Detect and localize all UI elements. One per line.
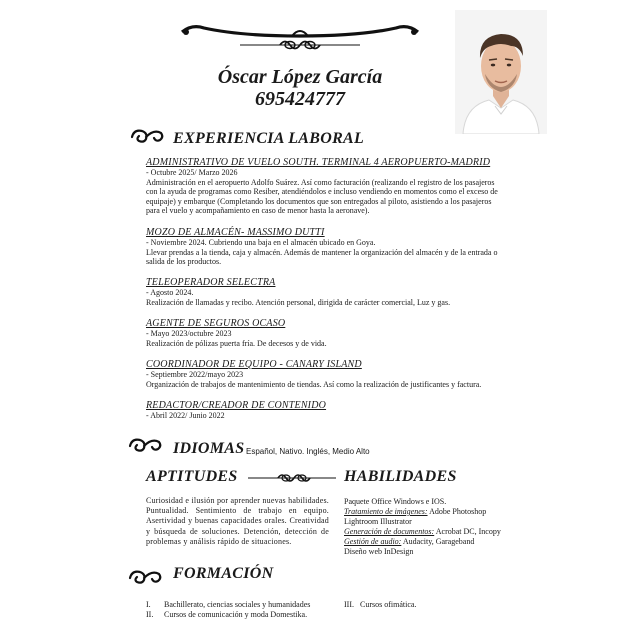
job-dates: - Septiembre 2022/mayo 2023 <box>146 370 244 379</box>
phone-number: 695424777 <box>255 88 345 110</box>
education-number: III. <box>344 600 354 609</box>
skills-line: Diseño web InDesign <box>344 547 414 556</box>
job-dates: - Mayo 2023/octubre 2023 <box>146 329 232 338</box>
experience-section-title: EXPERIENCIA LABORAL <box>173 130 365 147</box>
header-ornament <box>180 14 420 58</box>
job-description: Realización de llamadas y recibo. Atención personal, dirigida de carácter comercial, Luz y gas. <box>146 297 451 307</box>
job-title: REDACTOR/CREADOR DE CONTENIDO <box>146 400 327 411</box>
job-description: Llevar prendas a la tienda, caja y almacén. Además de mantener la organización del almacén y de la entrada o salida de los productos. <box>146 247 498 267</box>
job-entry <box>146 359 506 389</box>
skills-value: Acrobat DC, Incopy <box>434 527 501 536</box>
job-entry <box>146 157 506 216</box>
job-dates: - Abril 2022/ Junio 2022 <box>146 411 225 420</box>
swirl-ornament-icon <box>128 568 164 586</box>
skills-line <box>344 537 524 547</box>
skills-label: Gestión de audio: <box>344 537 402 546</box>
skills-section-title: HABILIDADES <box>344 468 457 485</box>
job-entry <box>146 277 506 307</box>
skills-line <box>344 527 524 537</box>
skills-value: Adobe Photoshop <box>427 507 487 516</box>
job-dates: - Noviembre 2024. Cubriendo una baja en el almacén ubicado en Goya. <box>146 238 376 247</box>
job-description: Organización de trabajos de mantenimiento de tiendas. Así como la realización de justificantes y factura. <box>146 379 482 389</box>
education-number: II. <box>146 610 154 619</box>
education-item <box>146 610 346 620</box>
languages-detail: Español, Nativo. Inglés, Medio Alto <box>246 447 370 456</box>
job-title: TELEOPERADOR SELECTRA <box>146 277 276 288</box>
education-section-title: FORMACIÓN <box>173 565 274 582</box>
skills-line: Lightroom Illustrator <box>344 517 412 526</box>
job-dates: - Octubre 2025/ Marzo 2026 <box>146 168 238 177</box>
job-title: COORDINADOR DE EQUIPO - CANARY ISLAND <box>146 359 362 370</box>
education-item <box>146 600 346 610</box>
divider-ornament <box>248 471 336 485</box>
job-entry <box>146 318 506 348</box>
skills-label: Generación de documentos: <box>344 527 435 536</box>
education-item <box>344 600 494 610</box>
aptitudes-text: Curiosidad e ilusión por aprender nuevas habilidades. Puntualidad. Sentimiento de trabajo en equipo. Asertividad y buenas capacidades orales. Creatividad y búsqueda de soluciones. Detención, detección de problemas y análisis rápido de situaciones. <box>146 496 329 546</box>
job-dates: - Agosto 2024. <box>146 288 194 297</box>
swirl-ornament-icon <box>130 127 166 145</box>
skills-line <box>344 507 524 517</box>
candidate-name: Óscar López García <box>217 66 383 88</box>
job-description: Administración en el aeropuerto Adolfo Suárez. Así como facturación (realizando el registro de los pasajeros con la ayuda de programas como Resiber, atendiéndolos e incluso vendiendo en momentos como el exceso de equipaje) y embarque (Completando los documentos que son entregados al piloto, asistiendo a los pasajeros para el vuelo y acompañamiento en caso de menor hasta la aeronave). <box>146 177 498 216</box>
skills-label: Tratamiento de imágenes: <box>344 507 428 516</box>
job-description: Realización de pólizas puerta fría. De decesos y de vida. <box>146 338 327 348</box>
aptitudes-section-title: APTITUDES <box>146 468 238 485</box>
job-title: MOZO DE ALMACÉN- MASSIMO DUTTI <box>146 227 325 238</box>
job-entry <box>146 400 506 421</box>
education-text: Cursos de comunicación y moda Domestika. <box>164 610 308 619</box>
job-entry <box>146 227 506 267</box>
skills-value: Audacity, Garageband <box>401 537 475 546</box>
languages-section-title: IDIOMAS <box>173 440 245 457</box>
profile-photo <box>455 10 547 134</box>
skills-list <box>344 497 524 557</box>
education-text: Bachillerato, ciencias sociales y humanidades <box>164 600 311 609</box>
swirl-ornament-icon <box>128 436 164 454</box>
education-text: Cursos ofimática. <box>360 600 417 609</box>
job-title: ADMINISTRATIVO DE VUELO SOUTH. TERMINAL 4 AEROPUERTO-MADRID <box>146 157 491 168</box>
skills-line: Paquete Office Windows e IOS. <box>344 497 447 506</box>
education-number: I. <box>146 600 151 609</box>
job-title: AGENTE DE SEGUROS OCASO <box>146 318 286 329</box>
